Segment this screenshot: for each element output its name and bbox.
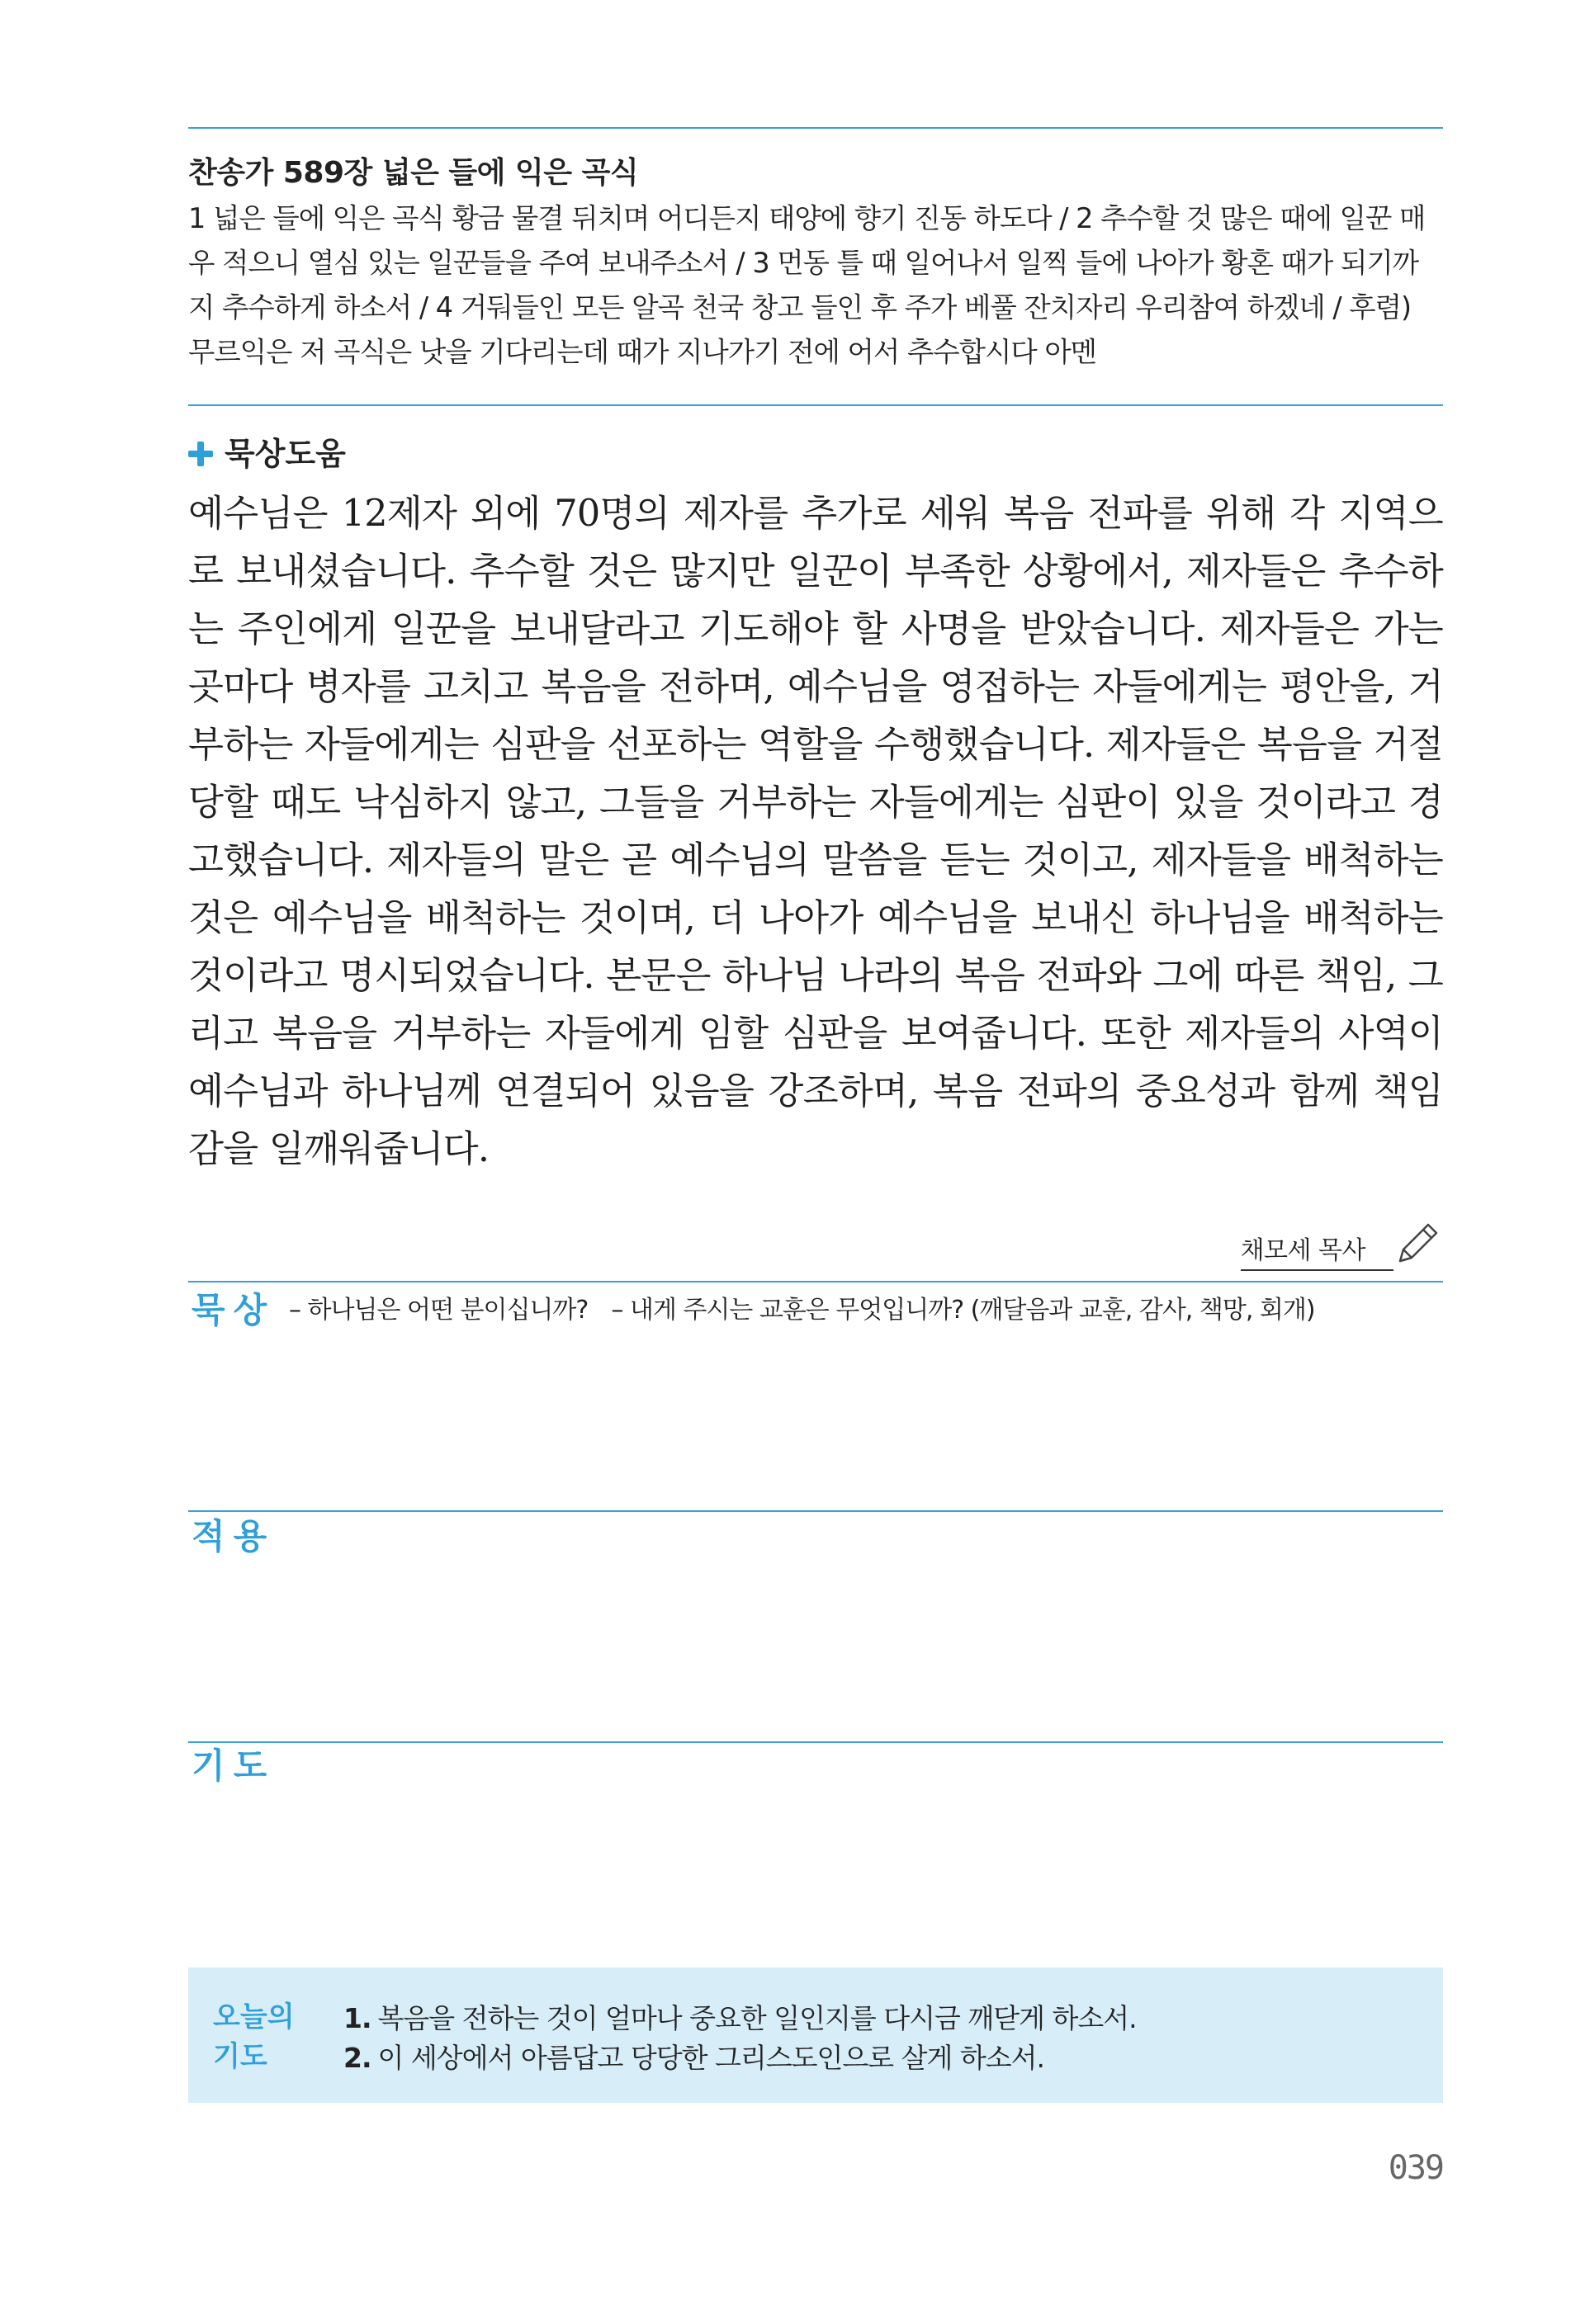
prayer-rule bbox=[188, 1741, 1443, 1743]
today-prayer-label-line2: 기도 bbox=[213, 2040, 267, 2073]
today-prayer-label-line1: 오늘의 bbox=[213, 2000, 295, 2034]
list-item bbox=[343, 2038, 1137, 2078]
meditation-aid-body: 예수님은 12제자 외에 70명의 제자를 추가로 세워 복음 전파를 위해 각 지역으로 보내셨습니다. 추수할 것은 많지만 일꾼이 부족한 상황에서, 제자들은 추수하는 주인에게 일꾼을 보내달라고 기도해야 할 사명을 받았습니다. 제자들은 가는 곳마다 병자를 고치고 복음을 전하며, 예수님을 영접하는 자들에게는 평안을, 거부하는 자들에게는 심판을 선포하는 역할을 수행했습니다. 제자들은 복음을 거절당할 때도 낙심하지 않고, 그들을 거부하는 자들에게는 심판이 있을 것이라고 경고했습니다. 제자들의 말은 곧 예수님의 말씀을 듣는 것이고, 제자들을 배척하는 것은 예수님을 배척하는 것이며, 더 나아가 예수님을 보내신 하나님을 배척하는 것이라고 명시되었습니다. 본문은 하나님 나라의 복음 전파와 그에 따른 책임, 그리고 복음을 거부하는 자들에게 임할 심판을 보여줍니다. 또한 제자들의 사역이 예수님과 하나님께 연결되어 있음을 강조하며, 복음 전파의 중요성과 함께 책임감을 일깨워줍니다. bbox=[188, 493, 1443, 1170]
prayer-item-number: 1. bbox=[343, 2002, 371, 2034]
prayer-label: 기도 bbox=[192, 1745, 276, 1786]
hymn-block bbox=[188, 152, 1443, 375]
list-item bbox=[343, 1999, 1137, 2038]
prayer-item-text: 복음을 전하는 것이 얼마나 중요한 일인지를 다시금 깨닫게 하소서. bbox=[377, 2002, 1137, 2034]
today-prayer-label bbox=[213, 1997, 295, 2076]
today-prayer-list bbox=[343, 1999, 1137, 2078]
author-signature bbox=[1156, 1218, 1443, 1271]
page-number: 039 bbox=[1388, 2149, 1443, 2187]
meditation-aid-title: 묵상도움 bbox=[225, 436, 346, 472]
top-rule bbox=[188, 127, 1443, 129]
prayer-item-number: 2. bbox=[343, 2042, 371, 2074]
signature-line bbox=[1365, 1236, 1393, 1271]
meditation-label: 묵상 bbox=[192, 1290, 276, 1330]
today-prayer-box bbox=[188, 1967, 1443, 2103]
hymn-lyrics: 1 넓은 들에 익은 곡식 황금 물결 뒤치며 어디든지 태양에 향기 진동 하도다 / 2 추수할 것 많은 때에 일꾼 매우 적으니 열심 있는 일꾼들을 주여 보내주소서 / 3 먼동 틀 때 일어나서 일찍 들에 나아가 황혼 때가 되기까지 추수하게 하소서 / 4 거둬들인 모든 알곡 천국 창고 들인 후 주가 베풀 잔치자리 우리참여 하겠네 / 후렴) 무르익은 저 곡식은 낫을 기다리는데 때가 지나가기 전에 어서 추수합시다 아멘 bbox=[188, 202, 1426, 368]
meditation-rule bbox=[188, 1281, 1443, 1282]
meditation-question-1: – 하나님은 어떤 분이십니까? bbox=[289, 1296, 589, 1325]
pencil-icon bbox=[1390, 1218, 1443, 1271]
application-rule bbox=[188, 1510, 1443, 1512]
hymn-title: 찬송가 589장 넓은 들에 익은 곡식 bbox=[188, 156, 639, 190]
author-name: 채모세 목사 bbox=[1241, 1235, 1365, 1271]
prayer-item-text: 이 세상에서 아름답고 당당한 그리스도인으로 살게 하소서. bbox=[377, 2042, 1044, 2074]
meditation-aid-heading bbox=[188, 432, 346, 475]
plus-icon bbox=[188, 442, 213, 466]
meditation-question-2: – 내게 주시는 교훈은 무엇입니까? (깨달음과 교훈, 감사, 책망, 회개) bbox=[611, 1296, 1315, 1325]
application-label: 적용 bbox=[192, 1516, 276, 1556]
hymn-bottom-rule bbox=[188, 404, 1443, 406]
meditation-questions bbox=[289, 1292, 1338, 1329]
